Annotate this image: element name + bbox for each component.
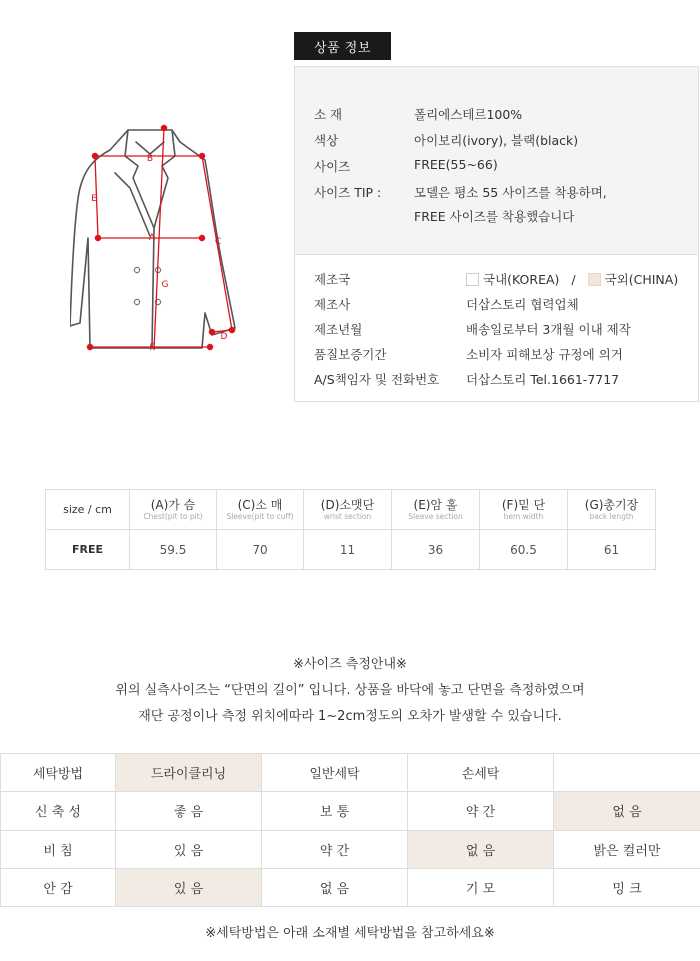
table-cell: 약 간: [262, 830, 408, 868]
table-cell: 약 간: [408, 792, 554, 830]
button-icon: [134, 267, 139, 272]
table-cell: 60.5: [480, 530, 568, 570]
product-info-divider: [295, 254, 698, 255]
table-cell: 있 음: [116, 830, 262, 868]
measurement-note-title: ※사이즈 측정안내※: [293, 657, 407, 672]
table-cell: 없 음: [554, 792, 700, 830]
table-cell: 손세탁: [408, 754, 554, 792]
product-info-title: 상품 정보: [294, 32, 391, 60]
care-row-label: 신 축 성: [1, 792, 116, 830]
size-value: FREE(55~66): [414, 157, 498, 172]
column-header: (A)가 슴 Chest(pit to pit): [130, 490, 217, 530]
column-header: (C)소 매 Sleeve(pit to cuff): [217, 490, 304, 530]
date-label: 제조년월: [314, 322, 363, 337]
column-header: (E)암 홀 Sleeve section: [392, 490, 480, 530]
row-label: FREE: [46, 530, 130, 570]
size-tip-line1: 모델은 평소 55 사이즈를 착용하며,: [414, 185, 607, 200]
size-table: [45, 489, 656, 570]
country-value: [466, 270, 678, 288]
as-value: 더삽스토리 Tel.1661-7717: [466, 372, 620, 387]
table-cell: 36: [392, 530, 480, 570]
size-table-header: [46, 490, 656, 530]
maker-value: 더삽스토리 협력업체: [466, 297, 579, 312]
maker-label: 제조사: [314, 297, 351, 312]
label-f: F: [149, 343, 155, 353]
label-d: D: [220, 332, 228, 342]
country-korea: 국내(KOREA): [483, 272, 560, 287]
table-row: [1, 754, 700, 792]
checkbox-korea: [466, 273, 479, 286]
column-header: (F)밑 단 hem width: [480, 490, 568, 530]
label-a: A: [148, 233, 156, 243]
table-cell: [554, 754, 700, 792]
checkbox-china: [588, 273, 601, 286]
table-cell: 밍 크: [554, 868, 700, 906]
table-cell: 보 통: [262, 792, 408, 830]
table-cell: 59.5: [130, 530, 217, 570]
table-cell: 없 음: [408, 830, 554, 868]
size-table-corner: size / cm: [46, 490, 130, 530]
table-cell: 70: [217, 530, 304, 570]
column-header: (G)총기장 back length: [568, 490, 656, 530]
warranty-value: 소비자 피해보상 규정에 의거: [466, 347, 623, 362]
label-c: C: [214, 237, 222, 247]
as-label: A/S책임자 및 전화번호: [314, 372, 440, 387]
table-cell: 없 음: [262, 868, 408, 906]
color-label: 색상: [314, 133, 339, 148]
size-label: 사이즈: [314, 159, 351, 174]
table-cell: 드라이클리닝: [116, 754, 262, 792]
jacket-measurement-diagram: [70, 118, 250, 360]
table-cell: 기 모: [408, 868, 554, 906]
label-g: G: [161, 280, 169, 290]
table-cell: 일반세탁: [262, 754, 408, 792]
color-value: 아이보리(ivory), 블랙(black): [414, 133, 579, 148]
label-e: E: [91, 194, 97, 204]
column-header: (D)소맷단 wrist section: [304, 490, 392, 530]
warranty-label: 품질보증기간: [314, 347, 387, 362]
size-tip-label: 사이즈 TIP :: [314, 185, 382, 200]
care-row-label: 안 감: [1, 868, 116, 906]
table-row: [1, 868, 700, 906]
material-label: 소 재: [314, 107, 343, 122]
table-cell: 61: [568, 530, 656, 570]
label-b: B: [146, 154, 154, 164]
table-cell: 좋 음: [116, 792, 262, 830]
country-china: 국외(CHINA): [604, 272, 679, 287]
material-value: 폴리에스테르100%: [414, 107, 523, 122]
button-icon: [134, 299, 139, 304]
country-label: 제조국: [314, 272, 351, 287]
table-cell: 11: [304, 530, 392, 570]
care-table: [0, 753, 700, 907]
table-row: [46, 530, 656, 570]
country-separator: /: [571, 272, 576, 287]
table-row: [1, 792, 700, 830]
date-value: 배송일로부터 3개월 이내 제작: [466, 322, 631, 337]
measurement-note-line2: 재단 공정이나 측정 위치에따라 1~2cm정도의 오차가 발생할 수 있습니다.: [138, 709, 562, 724]
table-cell: 있 음: [116, 868, 262, 906]
care-row-label: 세탁방법: [1, 754, 116, 792]
measurement-note-line1: 위의 실측사이즈는 “단면의 길이” 입니다. 상품을 바닥에 놓고 단면을 측정하였으며: [115, 683, 585, 698]
jacket-lapel-right: [154, 130, 175, 228]
care-footer-note: ※세탁방법은 아래 소재별 세탁방법을 참고하세요※: [205, 926, 495, 941]
care-row-label: 비 침: [1, 830, 116, 868]
table-cell: 밝은 컬러만: [554, 830, 700, 868]
table-row: [1, 830, 700, 868]
size-tip-line2: FREE 사이즈를 착용했습니다: [414, 209, 575, 224]
